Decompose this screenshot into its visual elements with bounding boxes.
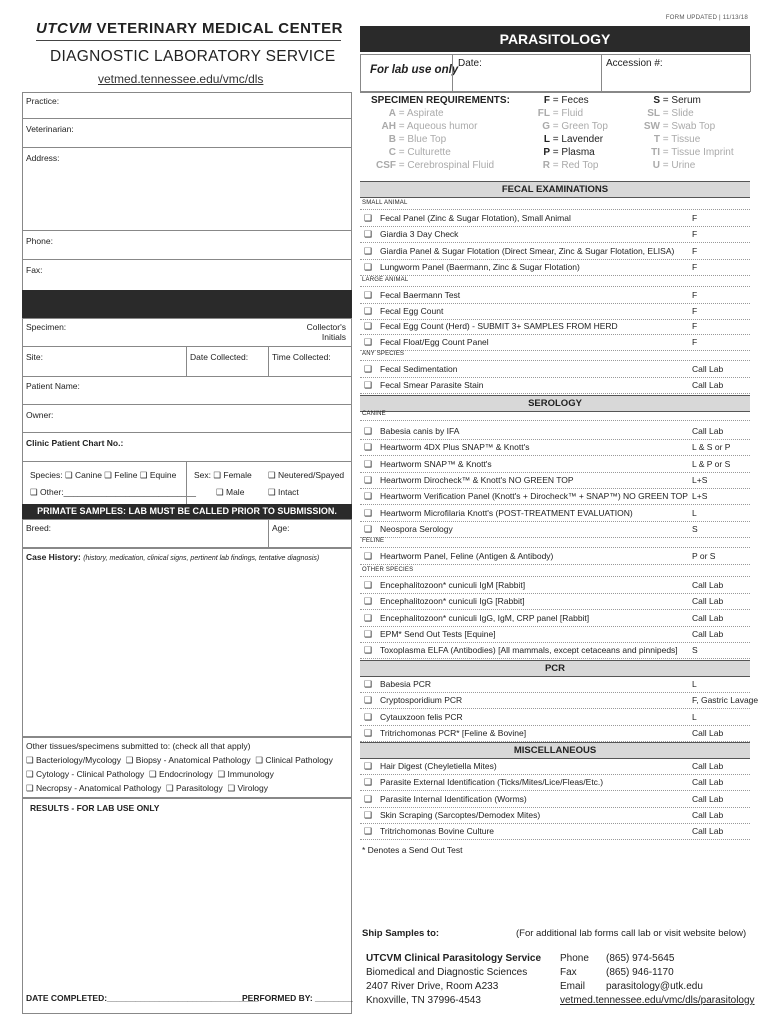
- test-checkbox[interactable]: ❑: [364, 442, 373, 453]
- email-label: Email: [560, 981, 586, 992]
- test-specimen: Call Lab: [692, 727, 724, 738]
- male-checkbox[interactable]: ❑: [216, 487, 224, 497]
- test-name: Fecal Egg Count: [380, 305, 444, 316]
- header-rule: [36, 40, 341, 41]
- subsection-label: LARGE ANIMAL: [362, 277, 409, 283]
- test-row[interactable]: [360, 791, 750, 808]
- test-checkbox[interactable]: ❑: [364, 491, 373, 502]
- test-name: Encephalitozoon* cuniculi IgM [Rabbit]: [380, 580, 526, 590]
- test-name: Heartworm Verification Panel (Knott's + Dirocheck™ + SNAP™) NO GREEN TOP: [380, 491, 688, 502]
- test-name: Tritrichomonas PCR* [Feline & Bovine]: [380, 727, 527, 738]
- test-row[interactable]: [360, 807, 750, 824]
- primate-warning: PRIMATE SAMPLES: LAB MUST BE CALLED PRIOR TO SUBMISSION.: [22, 504, 352, 519]
- fax-value: (865) 946-1170: [606, 967, 674, 978]
- test-specimen: Call Lab: [692, 793, 724, 804]
- req-desc: = Lavender: [550, 134, 604, 145]
- test-checkbox[interactable]: ❑: [364, 727, 373, 738]
- test-row[interactable]: [360, 334, 750, 351]
- necropsy-label: Necropsy - Anatomical Pathology: [36, 783, 162, 793]
- test-specimen: F: [692, 229, 698, 240]
- req-code: SL: [647, 108, 660, 119]
- immuno-label: Immunology: [227, 769, 274, 779]
- req-col-3: [630, 95, 750, 173]
- test-specimen: Call Lab: [692, 364, 724, 374]
- test-checkbox[interactable]: ❑: [364, 761, 373, 771]
- req-code: L: [543, 134, 550, 145]
- test-specimen: Call Lab: [692, 612, 724, 623]
- test-name: Tritrichomonas Bovine Culture: [380, 826, 495, 837]
- ship-label: Ship Samples to:: [362, 928, 440, 939]
- test-name: Giardia 3 Day Check: [380, 229, 459, 240]
- subsection-label: ANY SPECIES: [362, 351, 405, 357]
- test-checkbox[interactable]: ❑: [364, 612, 373, 623]
- test-name: Heartworm Panel, Feline (Antigen & Antibody): [380, 551, 554, 561]
- veterinarian-field[interactable]: Veterinarian:: [26, 124, 74, 134]
- practice-field[interactable]: Practice:: [26, 96, 60, 106]
- species-line: [30, 470, 176, 481]
- owner-field[interactable]: Owner:: [26, 410, 54, 420]
- req-item: [366, 160, 516, 173]
- collectors-initials[interactable]: [282, 322, 346, 342]
- test-name: Heartworm SNAP™ & Knott's: [380, 458, 492, 469]
- req-item: [630, 95, 750, 108]
- req-desc: = Slide: [660, 108, 694, 119]
- equine-checkbox[interactable]: ❑: [139, 470, 148, 480]
- test-row[interactable]: [360, 243, 750, 260]
- tissues-row-2: [26, 769, 274, 780]
- req-code: FL: [537, 108, 550, 119]
- test-checkbox[interactable]: ❑: [364, 305, 373, 316]
- req-item: [520, 108, 630, 121]
- cyto-label: Cytology - Clinical Pathology: [36, 769, 145, 779]
- req-item: [630, 108, 750, 121]
- initials-label: Initials: [321, 332, 346, 342]
- test-specimen: L+S: [692, 474, 708, 485]
- test-checkbox[interactable]: ❑: [364, 380, 373, 390]
- req-code: SW: [643, 121, 660, 132]
- patient-name-field[interactable]: Patient Name:: [26, 381, 80, 391]
- test-row[interactable]: [360, 626, 750, 643]
- req-code: F: [543, 95, 550, 106]
- tissues-row-3: [26, 783, 268, 794]
- test-checkbox[interactable]: ❑: [364, 426, 373, 436]
- test-row[interactable]: [360, 488, 750, 505]
- test-checkbox[interactable]: ❑: [364, 645, 373, 656]
- female-checkbox[interactable]: ❑: [213, 470, 222, 480]
- test-checkbox[interactable]: ❑: [364, 580, 373, 590]
- test-name: Encephalitozoon* cuniculi IgG, IgM, CRP panel [Rabbit]: [380, 612, 590, 623]
- test-row[interactable]: [360, 774, 750, 791]
- test-specimen: P or S: [692, 551, 716, 561]
- test-specimen: Call Lab: [692, 809, 724, 820]
- test-specimen: F: [692, 290, 698, 300]
- req-code: C: [388, 147, 396, 158]
- test-specimen: F: [692, 321, 698, 331]
- sex-line: [194, 470, 252, 481]
- header-title-line: [36, 20, 343, 37]
- test-checkbox[interactable]: ❑: [364, 826, 373, 837]
- req-item: [366, 108, 516, 121]
- test-row[interactable]: [360, 456, 750, 473]
- accession-field[interactable]: Accession #:: [606, 58, 663, 69]
- req-code: U: [652, 160, 660, 171]
- test-specimen: F: [692, 213, 698, 223]
- test-name: Heartworm 4DX Plus SNAP™ & Knott's: [380, 442, 530, 453]
- intact-label: Intact: [278, 487, 299, 497]
- test-specimen: L: [692, 679, 697, 689]
- misc-header: MISCELLANEOUS: [360, 742, 750, 759]
- req-item: [366, 134, 516, 147]
- test-checkbox[interactable]: ❑: [364, 321, 373, 331]
- req-item: [630, 160, 750, 173]
- test-name: EPM* Send Out Tests [Equine]: [380, 628, 496, 639]
- req-desc: = Fluid: [550, 108, 584, 119]
- website-link[interactable]: vetmed.tennessee.edu/vmc/dls: [98, 72, 264, 86]
- test-checkbox[interactable]: ❑: [364, 507, 373, 518]
- test-name: Heartworm Microfilaria Knott's (POST-TREATMENT EVALUATION): [380, 507, 633, 518]
- test-specimen: S: [692, 523, 698, 534]
- species-label: Species:: [30, 470, 63, 480]
- req-desc: = Aqueous humor: [396, 121, 478, 132]
- intact-line: [268, 487, 299, 498]
- req-code: T: [653, 134, 660, 145]
- test-name: Fecal Smear Parasite Stain: [380, 380, 484, 390]
- female-label: Female: [223, 470, 252, 480]
- test-checkbox[interactable]: ❑: [364, 364, 373, 374]
- test-row[interactable]: [360, 505, 750, 522]
- test-checkbox[interactable]: ❑: [364, 551, 373, 561]
- specimen-req-title: SPECIMEN REQUIREMENTS:: [371, 95, 510, 106]
- parasit-label: Parasitology: [175, 783, 223, 793]
- performed-by-field[interactable]: PERFORMED BY: ________: [242, 993, 353, 1003]
- test-checkbox[interactable]: ❑: [364, 261, 373, 272]
- biopsy-checkbox[interactable]: ❑: [125, 755, 134, 765]
- req-code: B: [388, 134, 396, 145]
- test-checkbox[interactable]: ❑: [364, 213, 373, 223]
- test-specimen: Call Lab: [692, 580, 724, 590]
- test-row[interactable]: [360, 521, 750, 538]
- test-specimen: L: [692, 507, 697, 518]
- intact-checkbox[interactable]: ❑: [268, 487, 276, 497]
- canine-checkbox[interactable]: ❑: [64, 470, 73, 480]
- bact-checkbox[interactable]: ❑: [26, 755, 34, 765]
- test-row[interactable]: [360, 439, 750, 456]
- pcr-header: PCR: [360, 660, 750, 677]
- header-title: VETERINARY MEDICAL CENTER: [96, 20, 343, 37]
- req-item: [630, 147, 750, 160]
- viro-label: Virology: [237, 783, 269, 793]
- lab-use-divider2: [601, 54, 602, 92]
- test-row[interactable]: [360, 423, 750, 440]
- feline-checkbox[interactable]: ❑: [104, 470, 112, 480]
- ship-note: (For additional lab forms call lab or visit website below): [516, 928, 747, 939]
- ship-addr3: Knoxville, TN 37996-4543: [366, 995, 481, 1006]
- test-specimen: L: [692, 711, 697, 722]
- req-col-2: [520, 95, 630, 173]
- req-desc: = Urine: [660, 160, 696, 171]
- test-name: Fecal Panel (Zinc & Sugar Flotation), Small Animal: [380, 213, 571, 223]
- immuno-checkbox[interactable]: ❑: [217, 769, 226, 779]
- test-checkbox[interactable]: ❑: [364, 793, 373, 804]
- test-specimen: Call Lab: [692, 761, 724, 771]
- test-name: Fecal Float/Egg Count Panel: [380, 336, 489, 347]
- clinpath-checkbox[interactable]: ❑: [255, 755, 263, 765]
- test-row[interactable]: [360, 577, 750, 594]
- test-row[interactable]: [360, 259, 750, 276]
- test-specimen: F, Gastric Lavage: [692, 695, 759, 706]
- test-checkbox[interactable]: ❑: [364, 523, 373, 534]
- test-specimen: Call Lab: [692, 426, 724, 436]
- req-code: TI: [651, 147, 660, 158]
- chart-no-field[interactable]: Clinic Patient Chart No.:: [26, 438, 124, 448]
- test-row[interactable]: [360, 377, 750, 394]
- client-info-box: [22, 92, 352, 292]
- ship-addr1: Biomedical and Diagnostic Sciences: [366, 967, 528, 978]
- fecal-header: FECAL EXAMINATIONS: [360, 181, 750, 198]
- form-updated: FORM UPDATED | 11/13/18: [665, 14, 748, 21]
- equine-label: Equine: [149, 470, 177, 480]
- test-name: Fecal Baermann Test: [380, 290, 461, 300]
- case-history-title: Case History:: [26, 552, 81, 562]
- case-history-label: [26, 552, 319, 562]
- req-item: [520, 147, 630, 160]
- req-desc: = Cerebrospinal Fluid: [396, 160, 495, 171]
- req-desc: = Green Top: [550, 121, 608, 132]
- test-checkbox[interactable]: ❑: [364, 474, 373, 485]
- test-specimen: Call Lab: [692, 596, 724, 607]
- test-name: Fecal Sedimentation: [380, 364, 458, 374]
- req-desc: = Serum: [660, 95, 701, 106]
- req-item: [520, 121, 630, 134]
- test-row[interactable]: [360, 692, 759, 709]
- req-item: [630, 134, 750, 147]
- ship-org: UTCVM Clinical Parasitology Service: [366, 953, 542, 964]
- date-field[interactable]: Date:: [458, 58, 482, 69]
- test-checkbox[interactable]: ❑: [364, 679, 373, 689]
- test-name: Parasite External Identification (Ticks/Mites/Lice/Fleas/Etc.): [380, 777, 604, 788]
- results-label: RESULTS - FOR LAB USE ONLY: [30, 803, 160, 813]
- req-desc: = Swab Top: [660, 121, 716, 132]
- specimen-field[interactable]: Specimen:: [26, 322, 67, 332]
- footnote: * Denotes a Send Out Test: [362, 845, 463, 855]
- test-name: Parasite Internal Identification (Worms): [380, 793, 527, 804]
- male-label: Male: [226, 487, 245, 497]
- req-code: G: [542, 121, 550, 132]
- sex-label: Sex:: [194, 470, 212, 480]
- time-collected-field[interactable]: Time Collected:: [272, 352, 331, 362]
- req-desc: = Tissue Imprint: [660, 147, 734, 158]
- bact-label: Bacteriology/Mycology: [36, 755, 122, 765]
- req-code: P: [543, 147, 550, 158]
- test-row[interactable]: [360, 709, 750, 726]
- case-history-box[interactable]: [22, 547, 352, 737]
- test-row[interactable]: [360, 676, 750, 693]
- test-specimen: Call Lab: [692, 628, 724, 639]
- test-row[interactable]: [360, 610, 750, 627]
- test-row[interactable]: [360, 287, 750, 304]
- test-row[interactable]: [360, 548, 750, 565]
- subsection-label: SMALL ANIMAL: [362, 200, 408, 206]
- test-row[interactable]: [360, 361, 750, 378]
- canine-label: Canine: [74, 470, 102, 480]
- req-col-1: [366, 108, 516, 173]
- test-name: Babesia canis by IFA: [380, 426, 460, 436]
- test-name: Skin Scraping (Sarcoptes/Demodex Mites): [380, 809, 541, 820]
- test-name: Babesia PCR: [380, 679, 432, 689]
- test-name: Heartworm Dirocheck™ & Knott's NO GREEN TOP: [380, 474, 574, 485]
- test-checkbox[interactable]: ❑: [364, 596, 373, 607]
- test-checkbox[interactable]: ❑: [364, 245, 373, 256]
- neutered-line: [268, 470, 344, 481]
- species-other-line: [30, 487, 196, 498]
- test-checkbox[interactable]: ❑: [364, 809, 373, 820]
- test-specimen: L & P or S: [692, 458, 731, 469]
- req-desc: = Blue Top: [396, 134, 447, 145]
- test-row[interactable]: [360, 593, 750, 610]
- test-specimen: F: [692, 305, 698, 316]
- test-specimen: F: [692, 261, 698, 272]
- test-row[interactable]: [360, 642, 750, 659]
- other-species-field[interactable]: Other:____________________________: [40, 487, 196, 497]
- serology-header: SEROLOGY: [360, 395, 750, 412]
- test-checkbox[interactable]: ❑: [364, 777, 373, 788]
- tissues-row-1: [26, 755, 333, 766]
- parasit-checkbox[interactable]: ❑: [165, 783, 174, 793]
- test-specimen: Call Lab: [692, 380, 724, 390]
- test-name: Cytauxzoon felis PCR: [380, 711, 463, 722]
- test-row[interactable]: [360, 318, 750, 335]
- site-field[interactable]: Site:: [26, 352, 44, 362]
- age-field[interactable]: Age:: [272, 523, 290, 533]
- req-desc: = Red Top: [550, 160, 599, 171]
- utcvm-logo: UTCVM: [36, 20, 92, 37]
- case-history-note: (history, medication, clinical signs, pertinent lab findings, tentative diagnosis): [83, 555, 320, 562]
- test-row[interactable]: [360, 725, 750, 742]
- req-code: A: [388, 108, 396, 119]
- email-link[interactable]: parasitology@utk.edu: [606, 981, 703, 992]
- phone-field[interactable]: Phone:: [26, 236, 53, 246]
- req-desc: = Feces: [550, 95, 589, 106]
- section-banner: PARASITOLOGY: [360, 26, 750, 52]
- subsection-label: FELINE: [362, 538, 385, 544]
- dark-band: [22, 290, 352, 318]
- test-checkbox[interactable]: ❑: [364, 290, 373, 300]
- results-box: [22, 797, 352, 1014]
- neutered-label: Neutered/Spayed: [278, 470, 345, 480]
- viro-checkbox[interactable]: ❑: [227, 783, 236, 793]
- test-checkbox[interactable]: ❑: [364, 229, 373, 240]
- test-name: Neospora Serology: [380, 523, 453, 534]
- breed-age-box: [22, 519, 352, 549]
- other-tissues-label: Other tissues/specimens submitted to: (check all that apply): [26, 741, 251, 751]
- test-row[interactable]: [360, 823, 750, 840]
- date-collected-field[interactable]: Date Collected:: [190, 352, 249, 362]
- lab-use-label: For lab use only: [370, 64, 459, 76]
- test-row[interactable]: [360, 303, 750, 320]
- address-field[interactable]: Address:: [26, 153, 60, 163]
- biopsy-label: Biopsy - Anatomical Pathology: [135, 755, 251, 765]
- other-species-checkbox[interactable]: ❑: [30, 487, 38, 497]
- breed-field[interactable]: Breed:: [26, 523, 52, 533]
- phone-value: (865) 974-5645: [606, 953, 675, 964]
- necropsy-checkbox[interactable]: ❑: [26, 783, 34, 793]
- endo-label: Endocrinology: [158, 769, 213, 779]
- feline-label: Feline: [114, 470, 138, 480]
- test-checkbox[interactable]: ❑: [364, 336, 373, 347]
- test-name: Giardia Panel & Sugar Flotation (Direct Smear, Zinc & Sugar Flotation, ELISA): [380, 245, 675, 256]
- subsection-label: OTHER SPECIES: [362, 567, 414, 573]
- test-row[interactable]: [360, 226, 750, 243]
- phone-label: Phone: [560, 953, 589, 964]
- collectors-label: Collector's: [306, 322, 346, 332]
- test-specimen: F: [692, 336, 698, 347]
- test-specimen: Call Lab: [692, 826, 724, 837]
- test-name: Hair Digest (Cheyletiella Mites): [380, 761, 497, 771]
- req-desc: = Plasma: [550, 147, 595, 158]
- req-item: [366, 147, 516, 160]
- ship-addr2: 2407 River Drive, Room A233: [366, 981, 499, 992]
- test-name: Cryptosporidium PCR: [380, 695, 463, 706]
- test-specimen: Call Lab: [692, 777, 724, 788]
- req-code: AH: [381, 121, 396, 132]
- test-checkbox[interactable]: ❑: [364, 628, 373, 639]
- subsection-rule: [360, 420, 750, 421]
- test-checkbox[interactable]: ❑: [364, 711, 373, 722]
- req-item: [520, 160, 630, 173]
- clinpath-label: Clinical Pathology: [265, 755, 333, 765]
- test-name: Toxoplasma ELFA (Antibodies) [All mammals, except cetaceans and pinnipeds]: [380, 645, 678, 656]
- test-name: Encephalitozoon* cuniculi IgG [Rabbit]: [380, 596, 525, 607]
- subsection-label: CANINE: [362, 411, 386, 417]
- req-desc: = Tissue: [660, 134, 701, 145]
- header-subtitle: DIAGNOSTIC LABORATORY SERVICE: [50, 48, 336, 65]
- test-specimen: L+S: [692, 491, 708, 502]
- cyto-checkbox[interactable]: ❑: [26, 769, 34, 779]
- male-line: [216, 487, 244, 498]
- req-desc: = Culturette: [396, 147, 451, 158]
- req-code: CSF: [376, 160, 396, 171]
- test-checkbox[interactable]: ❑: [364, 695, 373, 706]
- test-row[interactable]: [360, 210, 750, 227]
- neutered-checkbox[interactable]: ❑: [268, 470, 276, 480]
- date-completed-field[interactable]: DATE COMPLETED:________________________________: [26, 993, 259, 1003]
- parasitology-web-link[interactable]: vetmed.tennessee.edu/vmc/dls/parasitology: [560, 995, 755, 1006]
- req-desc: = Aspirate: [396, 108, 444, 119]
- req-code: R: [542, 160, 550, 171]
- test-row[interactable]: [360, 472, 750, 489]
- req-item: [366, 121, 516, 134]
- req-code: S: [653, 95, 660, 106]
- test-name: Fecal Egg Count (Herd) - SUBMIT 3+ SAMPLES FROM HERD: [380, 321, 618, 331]
- fax-field[interactable]: Fax:: [26, 265, 43, 275]
- req-item: [630, 121, 750, 134]
- req-item: [520, 134, 630, 147]
- test-specimen: L & S or P: [692, 442, 731, 453]
- test-checkbox[interactable]: ❑: [364, 458, 373, 469]
- test-specimen: F: [692, 245, 698, 256]
- test-row[interactable]: [360, 758, 750, 775]
- endo-checkbox[interactable]: ❑: [148, 769, 157, 779]
- test-specimen: S: [692, 645, 698, 656]
- test-name: Lungworm Panel (Baermann, Zinc & Sugar Flotation): [380, 261, 580, 272]
- fax-label: Fax: [560, 967, 577, 978]
- req-item: [520, 95, 630, 108]
- lab-use-divider1: [452, 54, 453, 92]
